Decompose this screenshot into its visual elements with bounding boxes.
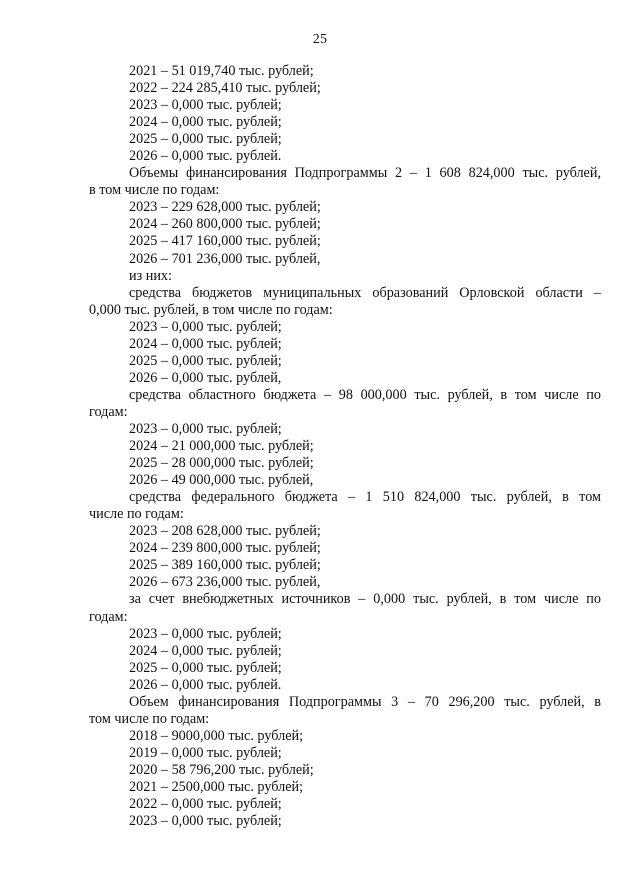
text-line: 2019 – 0,000 тыс. рублей; (129, 744, 282, 761)
document-body (89, 63, 601, 830)
text-line: 2024 – 0,000 тыс. рублей; (129, 642, 282, 659)
text-line: 2022 – 224 285,410 тыс. рублей; (129, 80, 321, 97)
text-line: 2023 – 0,000 тыс. рублей; (129, 97, 282, 114)
text-line: 2018 – 9000,000 тыс. рублей; (129, 727, 304, 744)
text-line: 2025 – 0,000 тыс. рублей; (129, 352, 282, 369)
text-line: 2025 – 0,000 тыс. рублей; (129, 659, 282, 676)
text-line: 2025 – 389 160,000 тыс. рублей; (129, 557, 321, 574)
text-line: 2026 – 701 236,000 тыс. рублей, (129, 250, 321, 267)
text-line: в том числе по годам: (89, 182, 220, 199)
page-number: 25 (312, 32, 328, 47)
text-line: 2026 – 49 000,000 тыс. рублей, (129, 472, 314, 489)
text-line: 2025 – 28 000,000 тыс. рублей; (129, 455, 314, 472)
paragraph-line: средства областного бюджета – 98 000,000 тыс. рублей, в том числе по (129, 386, 601, 403)
text-line: 2026 – 673 236,000 тыс. рублей, (129, 574, 321, 591)
text-line: 2024 – 0,000 тыс. рублей; (129, 335, 282, 352)
text-line: числе по годам: (89, 506, 184, 523)
paragraph-line: Объемы финансирования Подпрограммы 2 – 1 608 824,000 тыс. рублей, (129, 165, 601, 182)
text-line: 2023 – 0,000 тыс. рублей; (129, 813, 282, 830)
text-line: 2023 – 208 628,000 тыс. рублей; (129, 523, 321, 540)
text-line: 2026 – 0,000 тыс. рублей. (129, 148, 282, 165)
text-line: 0,000 тыс. рублей, в том числе по годам: (89, 301, 333, 318)
paragraph-line: средства федерального бюджета – 1 510 824,000 тыс. рублей, в том (129, 489, 601, 506)
text-line: 2024 – 260 800,000 тыс. рублей; (129, 216, 321, 233)
text-line: 2021 – 2500,000 тыс. рублей; (129, 778, 304, 795)
text-line: из них: (129, 267, 172, 284)
text-line: 2023 – 0,000 тыс. рублей; (129, 318, 282, 335)
text-line: 2026 – 0,000 тыс. рублей, (129, 369, 282, 386)
text-line: 2023 – 0,000 тыс. рублей; (129, 625, 282, 642)
text-line: 2023 – 229 628,000 тыс. рублей; (129, 199, 321, 216)
text-line: 2025 – 0,000 тыс. рублей; (129, 131, 282, 148)
text-line: 2023 – 0,000 тыс. рублей; (129, 420, 282, 437)
paragraph-line: средства бюджетов муниципальных образований Орловской области – (129, 284, 601, 301)
text-line: 2025 – 417 160,000 тыс. рублей; (129, 233, 321, 250)
text-line: 2024 – 0,000 тыс. рублей; (129, 114, 282, 131)
paragraph-line: Объем финансирования Подпрограммы 3 – 70 296,200 тыс. рублей, в (129, 693, 601, 710)
text-line: годам: (89, 403, 128, 420)
text-line: 2026 – 0,000 тыс. рублей. (129, 676, 282, 693)
paragraph-line: за счет внебюджетных источников – 0,000 тыс. рублей, в том числе по (129, 591, 601, 608)
text-line: годам: (89, 608, 128, 625)
text-line: 2020 – 58 796,200 тыс. рублей; (129, 761, 314, 778)
text-line: 2022 – 0,000 тыс. рублей; (129, 796, 282, 813)
text-line: том числе по годам: (89, 710, 210, 727)
text-line: 2024 – 239 800,000 тыс. рублей; (129, 540, 321, 557)
text-line: 2024 – 21 000,000 тыс. рублей; (129, 438, 314, 455)
text-line: 2021 – 51 019,740 тыс. рублей; (129, 63, 314, 79)
